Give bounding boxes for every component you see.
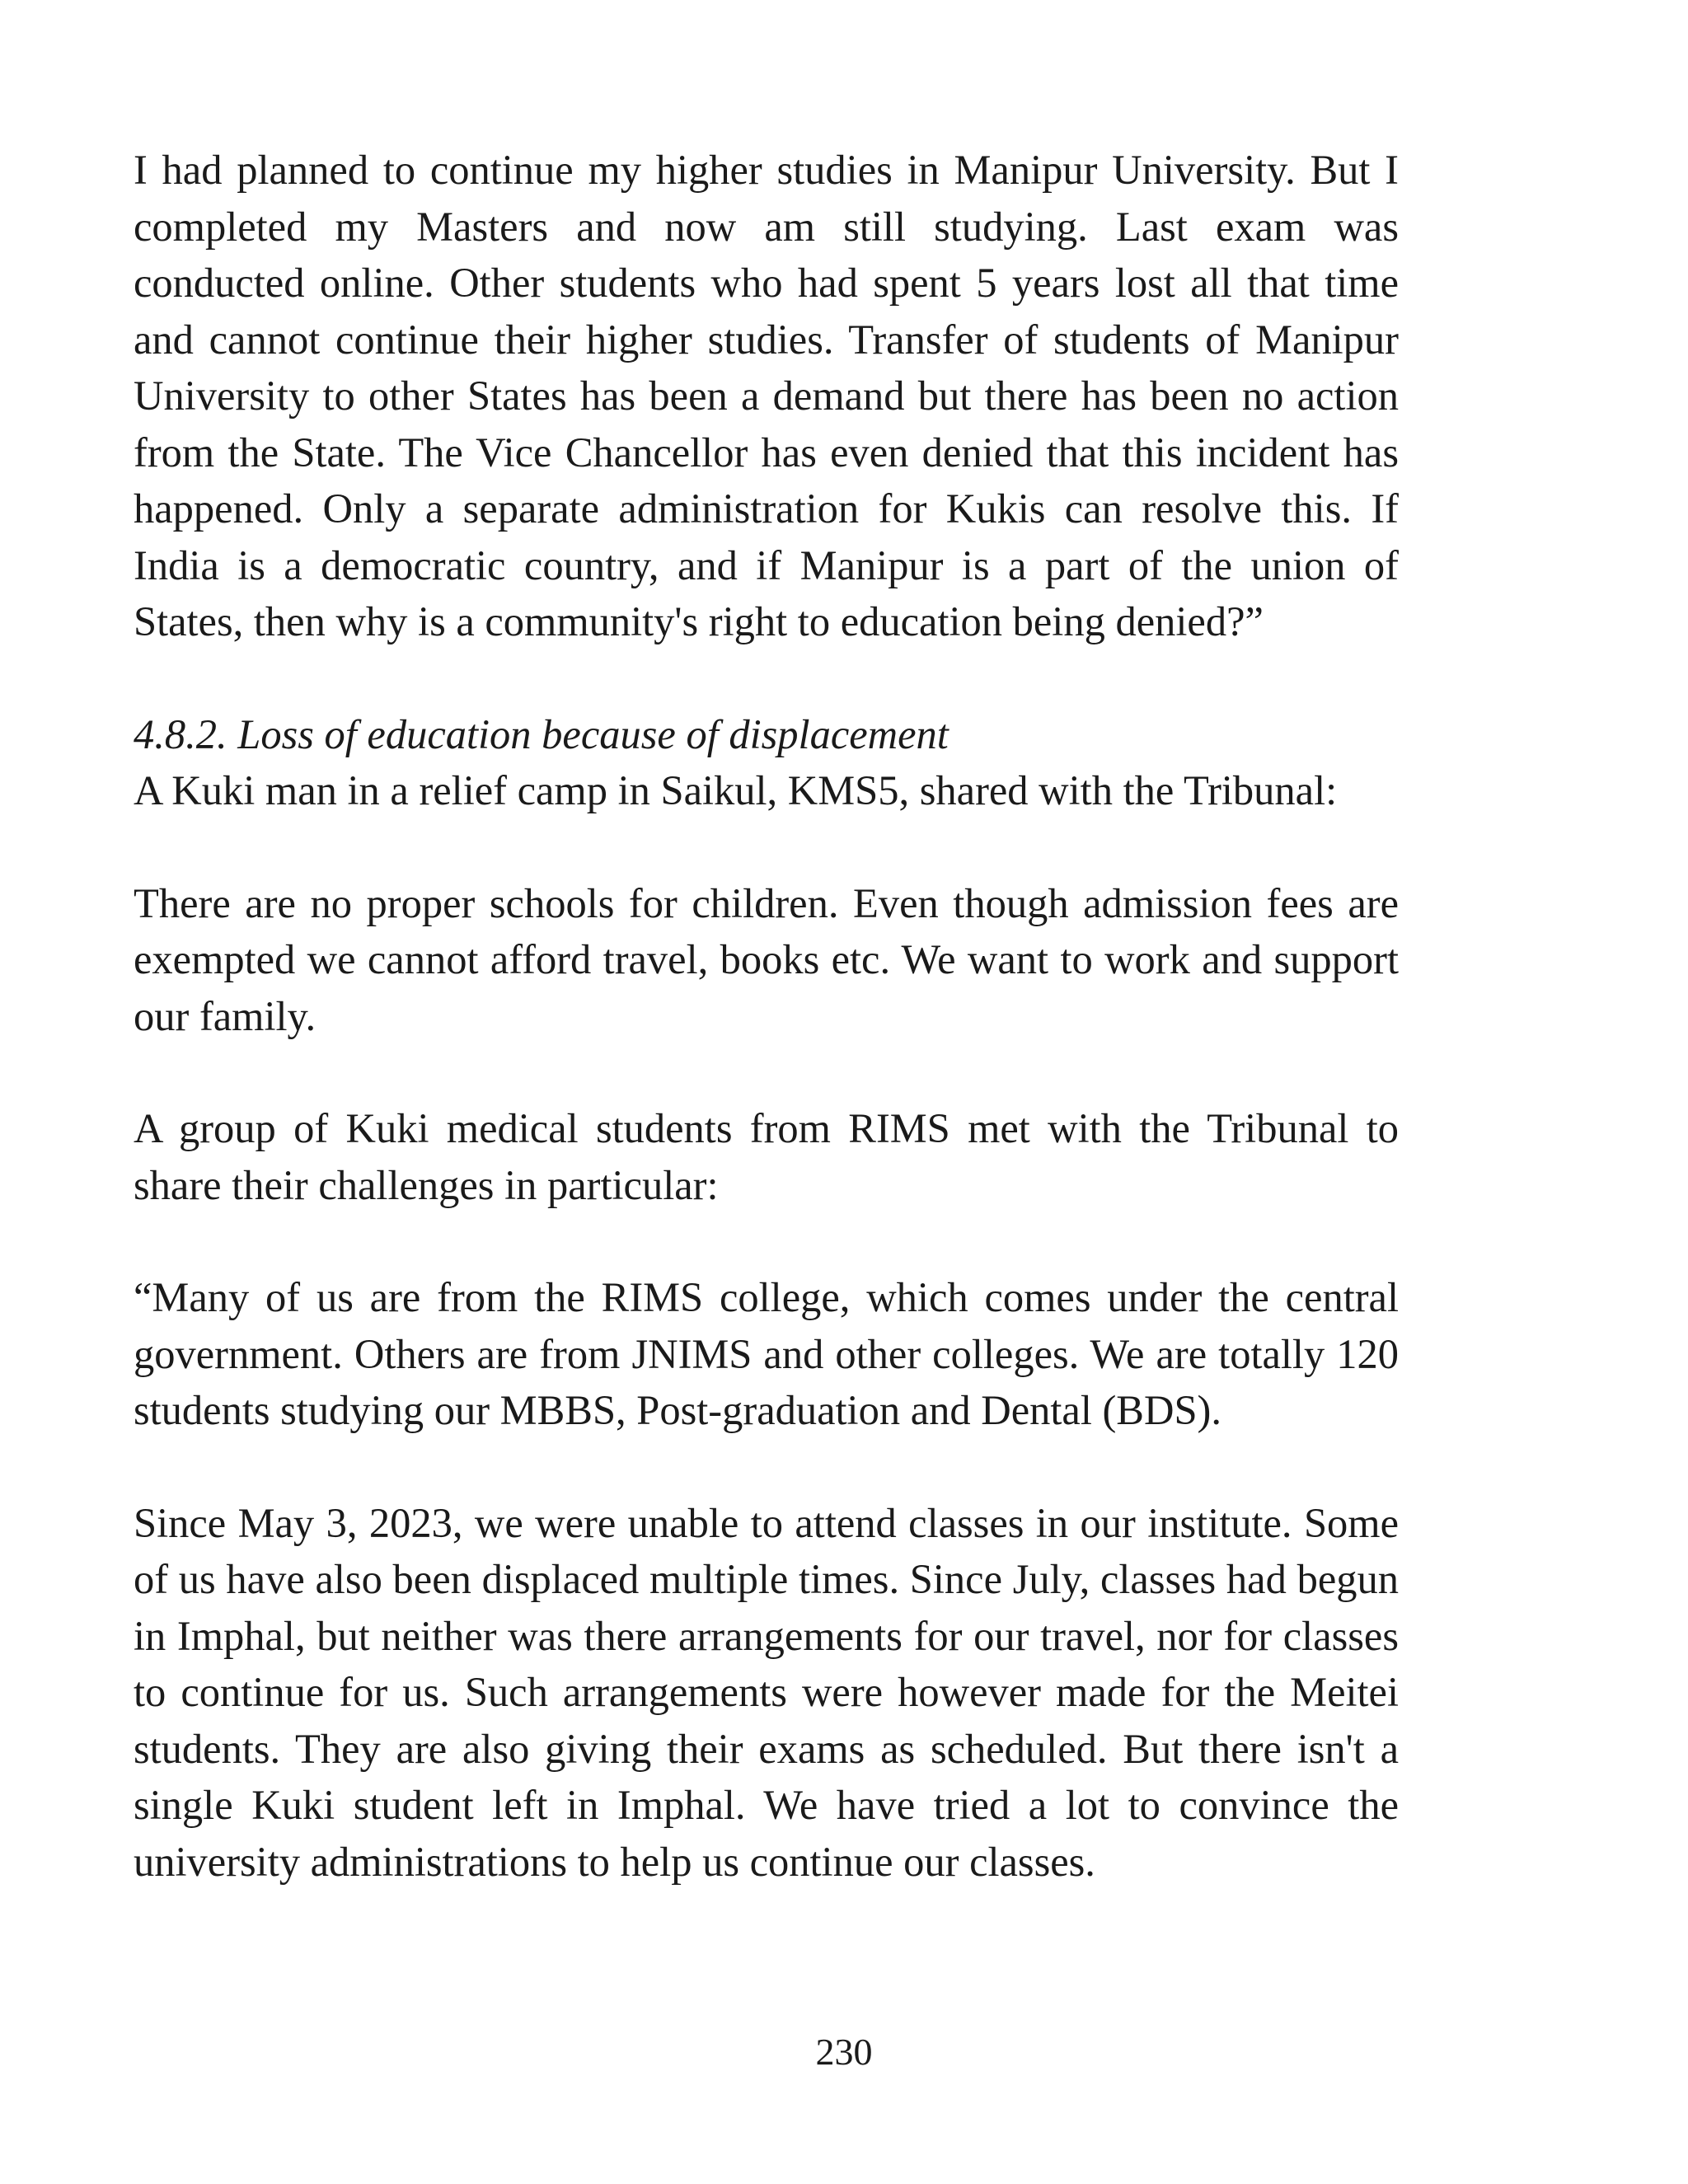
section-heading: 4.8.2. Loss of education because of displacement [134,710,949,757]
paragraph-relief-camp-intro: A Kuki man in a relief camp in Saikul, KMS5, shared with the Tribunal: [134,767,1338,813]
paragraph-medical-students-intro: A group of Kuki medical students from RIMS met with the Tribunal to share their challenges in particular: [134,1105,1399,1208]
paragraph-rims-college: “Many of us are from the RIMS college, which comes under the central government. Others are from JNIMS and other colleges. We are totally 120 students studying our MBBS, Post-graduation and Dental (BDS). [134,1274,1399,1433]
paragraph-since-may: Since May 3, 2023, we were unable to attend classes in our institute. Some of us have also been displaced multiple times. Since July, classes had begun in Imphal, but neither was there arrangements for our travel, nor for classes to continue for us. Such arrangements were however made for the Meitei students. They are also giving their exams as scheduled. But there isn't a single Kuki student left in Imphal. We have tried a lot to convince the university administrations to help us continue our classes. [134,1499,1399,1885]
document-page [134,142,1399,1890]
paragraph-no-schools: There are no proper schools for children. Even though admission fees are exempted we cannot afford travel, books etc. We want to work and support our family. [134,879,1399,1039]
page-number: 230 [815,2031,873,2073]
paragraph-higher-studies: I had planned to continue my higher studies in Manipur University. But I completed my Masters and now am still studying. Last exam was conducted online. Other students who had spent 5 years lost all that time and cannot continue their higher studies. Transfer of students of Manipur University to other States has been a demand but there has been no action from the State. The Vice Chancellor has even denied that this incident has happened. Only a separate administration for Kukis can resolve this. If India is a democratic country, and if Manipur is a part of the union of States, then why is a community's right to education being denied?” [134,147,1399,644]
